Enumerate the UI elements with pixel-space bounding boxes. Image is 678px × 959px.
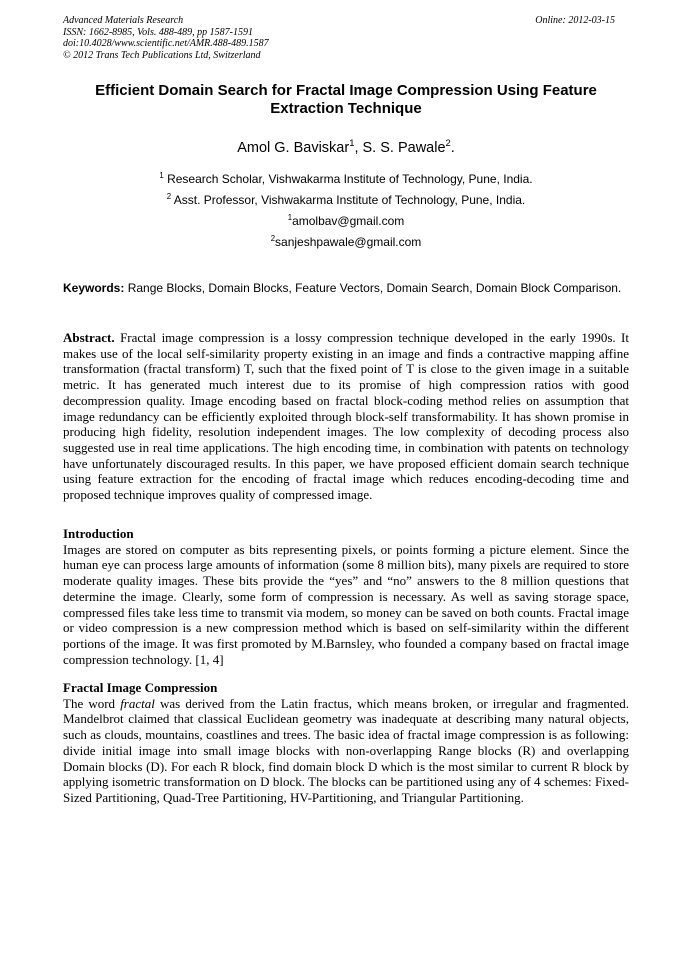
email-marker: 2 <box>270 234 276 243</box>
keywords-text: Range Blocks, Domain Blocks, Feature Vectors, Domain Search, Domain Block Comparison. <box>127 281 622 295</box>
affiliation <box>63 193 629 207</box>
affiliation <box>63 172 629 186</box>
paper-title: Efficient Domain Search for Fractal Image Compression Using Feature Extraction Technique <box>95 82 597 117</box>
section-text: The word <box>63 695 121 711</box>
author-end: . <box>450 140 455 156</box>
section-text: was derived from the Latin fractus, which means broken, or irregular and fragmented. Mandelbrot claimed that classical Euclidean geometry was inadequate at describing many natural objects, such as clouds, mountains, coastlines and trees. The basic idea of fractal image compression is as following: divide initial image into small image blocks with non-overlapping Range blocks (R) and overlapping Domain blocks (D). For each R block, find domain block D which is the most similar to current R block by applying isometric transformation on D block. The blocks can be partitioned using any of 4 schemes: Fixed-Sized Partitioning, Quad-Tree Partitioning, HV-Partitioning, and Triangular Partitioning. <box>63 695 629 805</box>
author-name: S. S. Pawale <box>362 140 446 156</box>
online-date: Online: 2012-03-15 <box>535 15 615 26</box>
author-separator: , <box>354 140 363 156</box>
section-heading: Fractal Image Compression <box>63 680 218 695</box>
abstract <box>63 330 629 503</box>
email <box>63 214 629 228</box>
author-affil-marker: 1 <box>349 137 355 149</box>
section-heading: Introduction <box>63 526 134 541</box>
journal-header <box>63 15 615 61</box>
doi-line: doi:10.4028/www.scientific.net/AMR.488-489.1587 <box>63 38 269 49</box>
author-list <box>63 139 629 157</box>
affil-text: Asst. Professor, Vishwakarma Institute of Technology, Pune, India. <box>173 193 526 207</box>
affil-marker: 1 <box>159 171 164 180</box>
abstract-text: Fractal image compression is a lossy compression technique developed in the early 1990s. It makes use of the local self-similarity property existing in an image and finds a contractive mapping affine transformation (fractal transform) T, such that the fixed point of T is close to the given image in a suitable metric. It has generated much interest due to its promise of high compression ratios with good decompression quality. Image encoding based on fractal block-coding method relies on assumption that image redundancy can be efficiently exploited through block-self transformability. It has shown promise in producing high fidelity, resolution independent images. The low complexity of decoding process also suggested use in real time applications. The high encoding time, in combination with patents on technology have unfortunately discouraged results. In this paper, we have proposed efficient domain search technique using feature extraction for the encoding of fractal image which reduces encoding-decoding time and proposed technique improves quality of compressed image. <box>63 330 630 503</box>
author-affil-marker: 2 <box>445 137 451 149</box>
abstract-label: Abstract. <box>63 330 115 345</box>
email-text: amolbav@gmail.com <box>292 214 405 228</box>
section-text: Images are stored on computer as bits representing pixels, or points forming a picture element. Since the human eye can process large amounts of information (some 8 million bits), many pixels are required to store moderate quality images. These bits provide the “yes” and “no” answers to the 8 million questions that determine the image. Clearly, some form of compression is necessary. As well as saving storage space, compressed files take less time to transmit via modem, so money can be saved on both counts. Fractal image or video compression is a new compression method which is based on self-similarity within the different portions of the image. It was first promoted by M.Barnsley, who founded a company based on fractal image compression technology. [1, 4] <box>63 541 629 667</box>
email-marker: 1 <box>287 213 293 222</box>
introduction-section <box>63 526 629 667</box>
italic-term: fractal <box>120 695 155 711</box>
fractal-section <box>63 680 629 806</box>
affil-marker: 2 <box>166 192 172 201</box>
copyright-line: © 2012 Trans Tech Publications Ltd, Switzerland <box>63 49 261 61</box>
email-text: sanjeshpawale@gmail.com <box>275 235 422 249</box>
email <box>63 235 629 249</box>
keywords-label: Keywords: <box>63 281 125 295</box>
author-name: Amol G. Baviskar <box>237 140 350 156</box>
issn-line: ISSN: 1662-8985, Vols. 488-489, pp 1587-1591 <box>63 26 253 38</box>
journal-name: Advanced Materials Research <box>63 15 184 26</box>
keywords <box>63 282 629 296</box>
affil-text: Research Scholar, Vishwakarma Institute of Technology, Pune, India. <box>167 172 533 186</box>
